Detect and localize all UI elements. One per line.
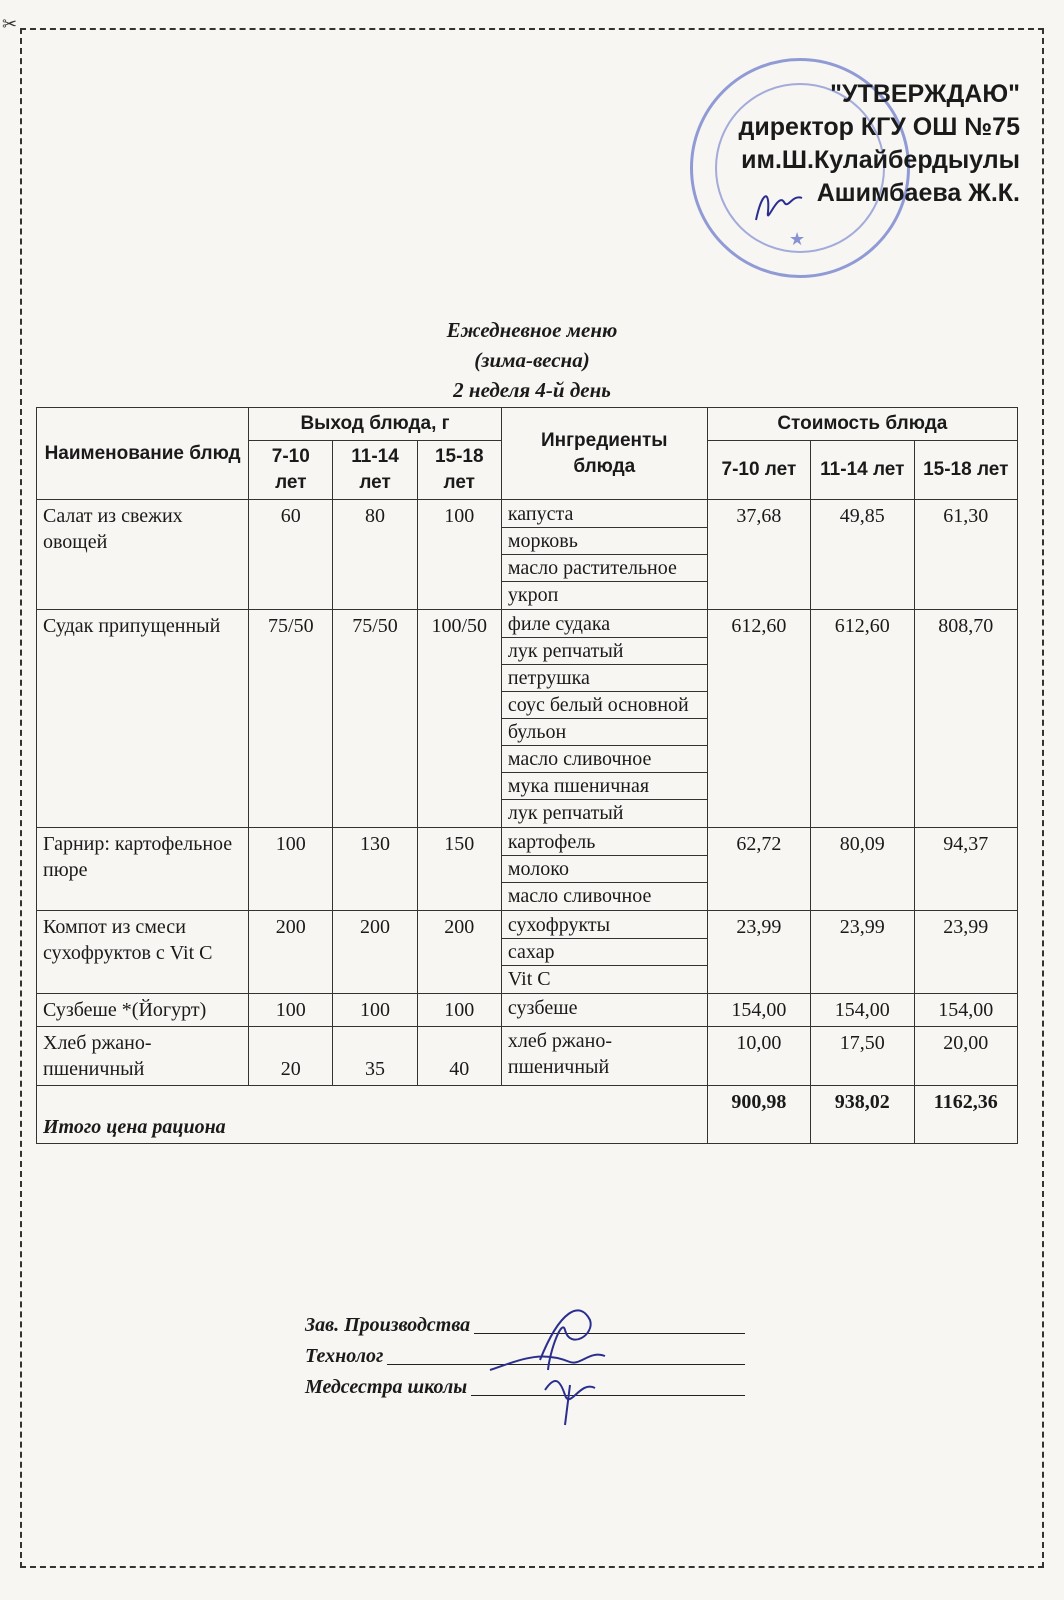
header-output-age-3: 15-18 лет: [417, 441, 501, 500]
cost-value: 23,99: [707, 911, 810, 994]
cost-value: 61,30: [914, 500, 1017, 610]
ingredient-list: [501, 828, 707, 911]
header-cost-age-1: 7-10 лет: [707, 441, 810, 500]
dish-name: Хлеб ржано-пшеничный: [37, 1027, 249, 1086]
ingredient: филе судака: [502, 611, 707, 638]
ingredient-list: [501, 500, 707, 610]
total-label: Итого цена рациона: [37, 1086, 708, 1144]
table-row: [37, 500, 1018, 610]
menu-title: [0, 315, 1064, 405]
ingredient: сухофрукты: [502, 912, 707, 939]
table-row: [37, 828, 1018, 911]
output-value: 130: [333, 828, 417, 911]
cost-value: 154,00: [707, 994, 810, 1027]
table-row: [37, 610, 1018, 828]
cost-value: 94,37: [914, 828, 1017, 911]
ingredient: масло растительное: [502, 555, 707, 582]
dish-name: Судак припущенный: [37, 610, 249, 828]
ingredient: молоко: [502, 856, 707, 883]
ingredient-list: [501, 911, 707, 994]
star-icon: ★: [789, 229, 806, 249]
output-value: 100: [249, 994, 333, 1027]
cost-value: 612,60: [707, 610, 810, 828]
output-value: 100: [417, 994, 501, 1027]
output-value: 200: [333, 911, 417, 994]
ingredient: сахар: [502, 939, 707, 966]
output-value: 100: [333, 994, 417, 1027]
technologist-label: Технолог: [305, 1345, 384, 1367]
header-cost-age-3: 15-18 лет: [914, 441, 1017, 500]
ingredient: соус белый основной: [502, 692, 707, 719]
header-name: Наименование блюд: [37, 408, 249, 500]
total-value: 938,02: [811, 1086, 914, 1144]
title-line-3: 2 неделя 4-й день: [453, 378, 611, 402]
ingredient: бульон: [502, 719, 707, 746]
approval-director-name: Ашимбаева Ж.К.: [816, 179, 1020, 207]
output-value: 100: [417, 500, 501, 610]
output-value: 60: [249, 500, 333, 610]
output-value: 80: [333, 500, 417, 610]
header-cost: Стоимость блюда: [707, 408, 1017, 441]
ingredient: петрушка: [502, 665, 707, 692]
scissors-icon: ✂: [2, 14, 18, 34]
output-value: 20: [249, 1027, 333, 1086]
cost-value: 20,00: [914, 1027, 1017, 1086]
cost-value: 37,68: [707, 500, 810, 610]
output-value: 150: [417, 828, 501, 911]
ingredient: масло сливочное: [507, 885, 652, 907]
table-row: [37, 1027, 1018, 1086]
ingredient: Vit C: [507, 968, 551, 990]
ingredient-list: [501, 1027, 707, 1086]
dish-name: Салат из свежих овощей: [37, 500, 249, 610]
ingredient: сузбеше: [507, 997, 578, 1019]
nurse-label: Медсестра школы: [305, 1376, 468, 1398]
cost-value: 808,70: [914, 610, 1017, 828]
dish-name: Гарнир: картофельное пюре: [37, 828, 249, 911]
table-row: [37, 911, 1018, 994]
cost-value: 10,00: [707, 1027, 810, 1086]
output-value: 200: [249, 911, 333, 994]
ingredient: картофель: [502, 829, 707, 856]
ingredient: масло сливочное: [502, 746, 707, 773]
approval-school: им.Ш.Кулайбердыулы: [741, 146, 1020, 174]
cost-value: 17,50: [811, 1027, 914, 1086]
output-value: 100/50: [417, 610, 501, 828]
cost-value: 49,85: [811, 500, 914, 610]
output-value: 35: [333, 1027, 417, 1086]
cost-value: 80,09: [811, 828, 914, 911]
approval-heading: "УТВЕРЖДАЮ": [830, 80, 1020, 108]
dish-name: Сузбеше *(Йогурт): [37, 994, 249, 1027]
dish-name: Компот из смеси сухофруктов с Vit C: [37, 911, 249, 994]
total-value: 900,98: [707, 1086, 810, 1144]
ingredient: лук репчатый: [502, 638, 707, 665]
approval-position: директор КГУ ОШ №75: [738, 113, 1020, 141]
output-value: 75/50: [249, 610, 333, 828]
header-output-age-2: 11-14 лет: [333, 441, 417, 500]
output-value: 200: [417, 911, 501, 994]
total-value: 1162,36: [914, 1086, 1017, 1144]
output-value: 75/50: [333, 610, 417, 828]
cost-value: 612,60: [811, 610, 914, 828]
cost-value: 62,72: [707, 828, 810, 911]
total-row: [37, 1086, 1018, 1144]
output-value: 40: [417, 1027, 501, 1086]
cost-value: 154,00: [914, 994, 1017, 1027]
ingredient: мука пшеничная: [502, 773, 707, 800]
ingredient: капуста: [502, 501, 707, 528]
title-line-1: Ежедневное меню: [446, 318, 618, 342]
header-cost-age-2: 11-14 лет: [811, 441, 914, 500]
cost-value: 23,99: [811, 911, 914, 994]
production-head-label: Зав. Производства: [305, 1314, 471, 1336]
title-line-2: (зима-весна): [474, 348, 590, 372]
ingredient: лук репчатый: [507, 802, 624, 824]
output-value: 100: [249, 828, 333, 911]
header-output-age-1: 7-10 лет: [249, 441, 333, 500]
director-signature: [748, 182, 808, 232]
header-output: Выход блюда, г: [249, 408, 502, 441]
ingredient: морковь: [502, 528, 707, 555]
ingredient: хлеб ржано-пшеничный: [507, 1030, 612, 1078]
cost-value: 154,00: [811, 994, 914, 1027]
staff-signatures: [470, 1290, 620, 1430]
header-ingredients: Ингредиенты блюда: [501, 408, 707, 500]
table-row: [37, 994, 1018, 1027]
ingredient: укроп: [507, 584, 559, 606]
ingredient-list: [501, 610, 707, 828]
menu-table: [36, 407, 1018, 1144]
cost-value: 23,99: [914, 911, 1017, 994]
ingredient-list: [501, 994, 707, 1027]
